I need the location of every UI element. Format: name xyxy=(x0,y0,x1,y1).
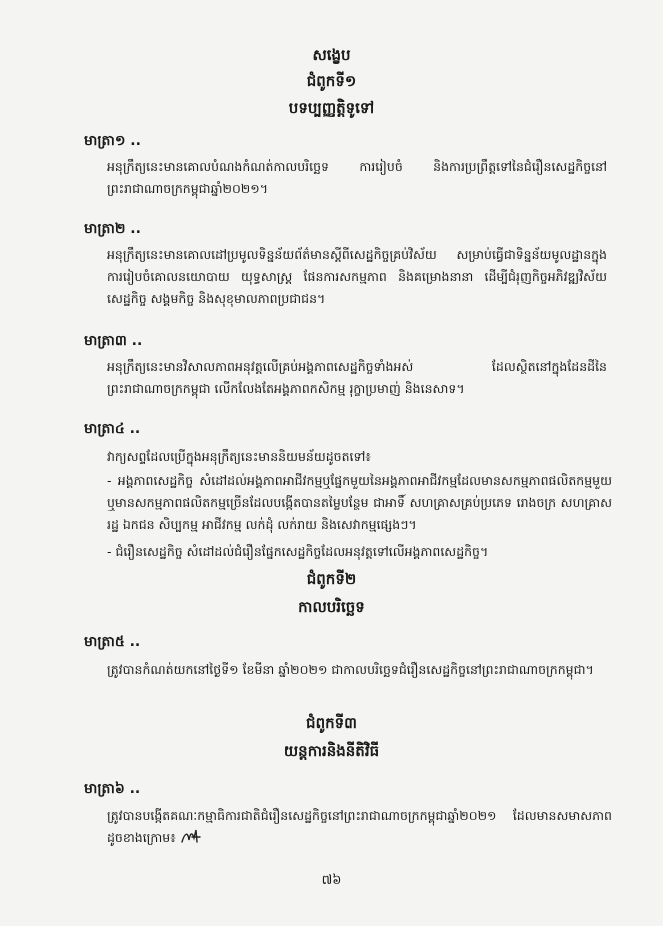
article2-text: អនុក្រឹត្យនេះមានគោលដៅប្រមូលទិន្នន័យព័ត៌មានស្ដីពីសេដ្ឋកិច្ចគ្រប់វិស័យ សម្រាប់ធ្វើជាទិន្នន័យមូលដ្ឋានក្នុងការរៀបចំគោលនយោបាយ យុទ្ធសាស្ត្រ ផែនការសកម្មភាព និងគម្រោងនានា ដើម្បីជំរុញកិច្ចអភិវឌ្ឍវិស័យសេដ្ឋកិច្ច សង្គមកិច្ច និងសុខុមាលភាពប្រជាជន។ xyxy=(107,247,607,306)
article4-bullet-1: - អង្គភាពសេដ្ឋកិច្ច សំដៅដល់អង្គភាពអាជីវកម្មឬផ្នែកមួយនៃអង្គភាពអាជីវកម្មដែលមានសកម្មភាពផលិតកម្មមួយ ឬមានសកម្មភាពផលិតកម្មច្រើនដែលបង្កើតបានតម្លៃបន្ថែម ជាអាទិ៍ សហគ្រាសគ្រប់ប្រភេទ រោងចក្រ សហគ្រាសរដ្ឋ ឯកជន សិប្បកម្ម អាជីវកម្ម លក់ដុំ លក់រាយ និងសេវាកម្មផ្សេងៗ។ xyxy=(107,473,612,532)
chapter1-title: បទប្បញ្ញត្តិទូទៅ xyxy=(288,99,375,117)
article6-text: ត្រូវបានបង្កើតគណៈកម្មាធិការជាតិជំរឿនសេដ្ឋកិច្ចនៅព្រះរាជាណាចក្រកម្ពុជាឆ្នាំ២០២១ ដែលមានសមាសភាព ដូចខាងក្រោម៖ xyxy=(107,808,612,845)
article5-text: ត្រូវបានកំណត់យកនៅថ្ងៃទី១ ខែមីនា ឆ្នាំ២០២១ ជាកាលបរិច្ឆេទជំរឿនសេដ្ឋកិច្ចនៅព្រះរាជាណាចក្រកម្ពុជា។ xyxy=(107,662,594,677)
summary-heading: សង្ខេប xyxy=(312,46,351,64)
chapter2-number: ជំពូកទី២ xyxy=(306,570,357,588)
chapter2-title: កាលបរិច្ឆេទ xyxy=(298,598,365,616)
chapter3-title: យន្តការនិងនីតិវិធី xyxy=(283,742,380,760)
article3-label: មាត្រា៣ .. xyxy=(84,333,143,349)
article3-text: អនុក្រឹត្យនេះមានវិសាលភាពអនុវត្តលើគ្រប់អង្គភាពសេដ្ឋកិច្ចទាំងអស់ ដែលស្ថិតនៅក្នុងដែនដីនៃព្រះរាជាណាចក្រកម្ពុជា លើកលែងតែអង្គភាពកសិកម្ម រុក្ខាប្រមាញ់ និងនេសាទ។ xyxy=(107,359,607,396)
article4-intro: វាក្យសព្ទដែលប្រើក្នុងអនុក្រឹត្យនេះមាននិយមន័យដូចតទៅ៖ xyxy=(107,449,371,464)
article2-label: មាត្រា២ .. xyxy=(84,221,141,237)
article4-bullet-2: - ជំរឿនសេដ្ឋកិច្ច សំដៅដល់ជំរឿនផ្នែកសេដ្ឋកិច្ចដែលអនុវត្តទៅលើអង្គភាពសេដ្ឋកិច្ច។ xyxy=(107,544,489,559)
article4-label: មាត្រា៤ .. xyxy=(84,421,141,437)
article5-label: មាត្រា៥ .. xyxy=(84,634,141,650)
chapter1-number: ជំពូកទី១ xyxy=(306,72,357,90)
article1-label: មាត្រា១ .. xyxy=(84,133,141,149)
initials-signature-icon xyxy=(180,828,202,846)
page-number: ៧៦ xyxy=(321,873,342,888)
article1-text: អនុក្រឹត្យនេះមានគោលបំណងកំណត់កាលបរិច្ឆេទ ការរៀបចំ និងការប្រព្រឹត្តទៅនៃជំរឿនសេដ្ឋកិច្ចនៅព្រះរាជាណាចក្រកម្ពុជាឆ្នាំ២០២១។ xyxy=(107,159,607,196)
article6-text-block xyxy=(107,805,612,849)
article6-label: មាត្រា៦ .. xyxy=(84,781,141,797)
chapter3-number: ជំពូកទី៣ xyxy=(306,714,357,732)
